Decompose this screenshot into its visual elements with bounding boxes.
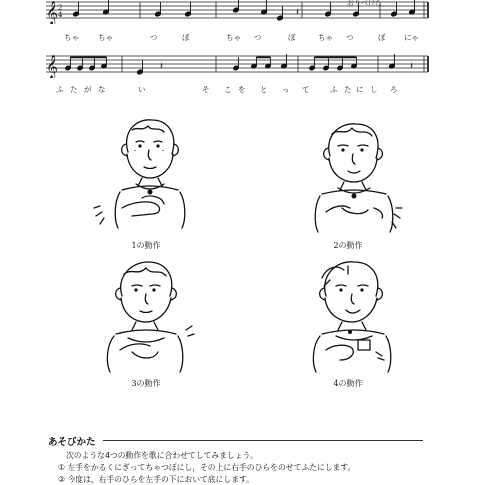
lyric-syllable: て	[302, 85, 310, 94]
lyric-syllable: ちゃ	[98, 33, 113, 42]
child-motion-4-illustration	[296, 256, 406, 376]
lyric-syllable: ちゃ	[318, 33, 333, 42]
lyric-syllable: た	[70, 85, 78, 94]
lyric-syllable: つ	[254, 33, 262, 42]
svg-text:2: 2	[58, 4, 63, 12]
lyric-syllable: そ	[202, 85, 210, 94]
lyric-syllable: ろ	[390, 85, 398, 94]
lyric-syllable: ふ	[330, 85, 338, 94]
lyrics-line-2	[56, 84, 430, 96]
lyric-syllable: こ	[224, 85, 232, 94]
instruction-step: ② 今度は，右手のひらを左手の下において底にします。	[58, 475, 254, 484]
lyric-syllable: っ	[282, 85, 290, 94]
section-intro: 次のような4つの動作を歌に合わせてしてみましょう。	[66, 451, 259, 460]
lyric-syllable: を	[238, 85, 246, 94]
rest-icon: 𝄽	[296, 7, 300, 18]
figure-motion-2	[296, 118, 406, 238]
lyric-syllable: に	[356, 85, 364, 94]
section-divider	[103, 440, 423, 441]
figure-motion-3	[92, 256, 202, 376]
rest-icon: 𝄽	[160, 61, 164, 72]
figure-motion-4	[296, 256, 406, 376]
child-bottom-motion-illustration	[296, 118, 406, 238]
lyric-syllable: と	[260, 85, 268, 94]
lyric-syllable: た	[344, 85, 352, 94]
figure-caption-1: 1の動作	[131, 241, 161, 250]
rest-icon: 𝄽	[410, 61, 414, 72]
music-staff-1	[40, 0, 430, 24]
instruction-step: ① 左手をかるくにぎってちゃつぼにし，その上に右手のひらをのせてふたにします。	[58, 463, 356, 472]
lyric-syllable: にゃ	[404, 33, 419, 42]
credit-text: おりべけた	[347, 0, 382, 7]
lyric-syllable: ちゃ	[226, 33, 241, 42]
child-motion-3-illustration	[92, 256, 202, 376]
music-staff-2	[40, 52, 430, 78]
lyric-syllable: な	[98, 85, 106, 94]
lyric-syllable: が	[84, 85, 92, 94]
lyric-syllable: い	[138, 85, 146, 94]
treble-clef-icon: 𝄞	[46, 54, 58, 78]
lyric-syllable: つ	[150, 33, 158, 42]
lyric-syllable: ふ	[56, 85, 64, 94]
lyric-syllable: つ	[346, 33, 354, 42]
treble-clef-icon: 𝄞	[46, 0, 58, 24]
figure-caption-4: 4の動作	[333, 379, 363, 388]
figure-motion-1	[92, 112, 202, 232]
svg-text:4: 4	[58, 11, 63, 19]
lyric-syllable: ぼ	[182, 33, 190, 42]
staff-2-notation	[40, 52, 430, 78]
figure-caption-2: 2の動作	[333, 241, 363, 250]
lyric-syllable: ぼ	[288, 33, 296, 42]
lyric-syllable: ちゃ	[64, 33, 79, 42]
figure-caption-3: 3の動作	[131, 379, 161, 388]
section-title: あそびかた	[48, 437, 96, 448]
lyric-syllable: ぼ	[378, 33, 386, 42]
lyric-syllable: し	[370, 85, 378, 94]
child-lid-motion-illustration	[92, 112, 202, 232]
lyrics-line-1	[60, 32, 430, 44]
